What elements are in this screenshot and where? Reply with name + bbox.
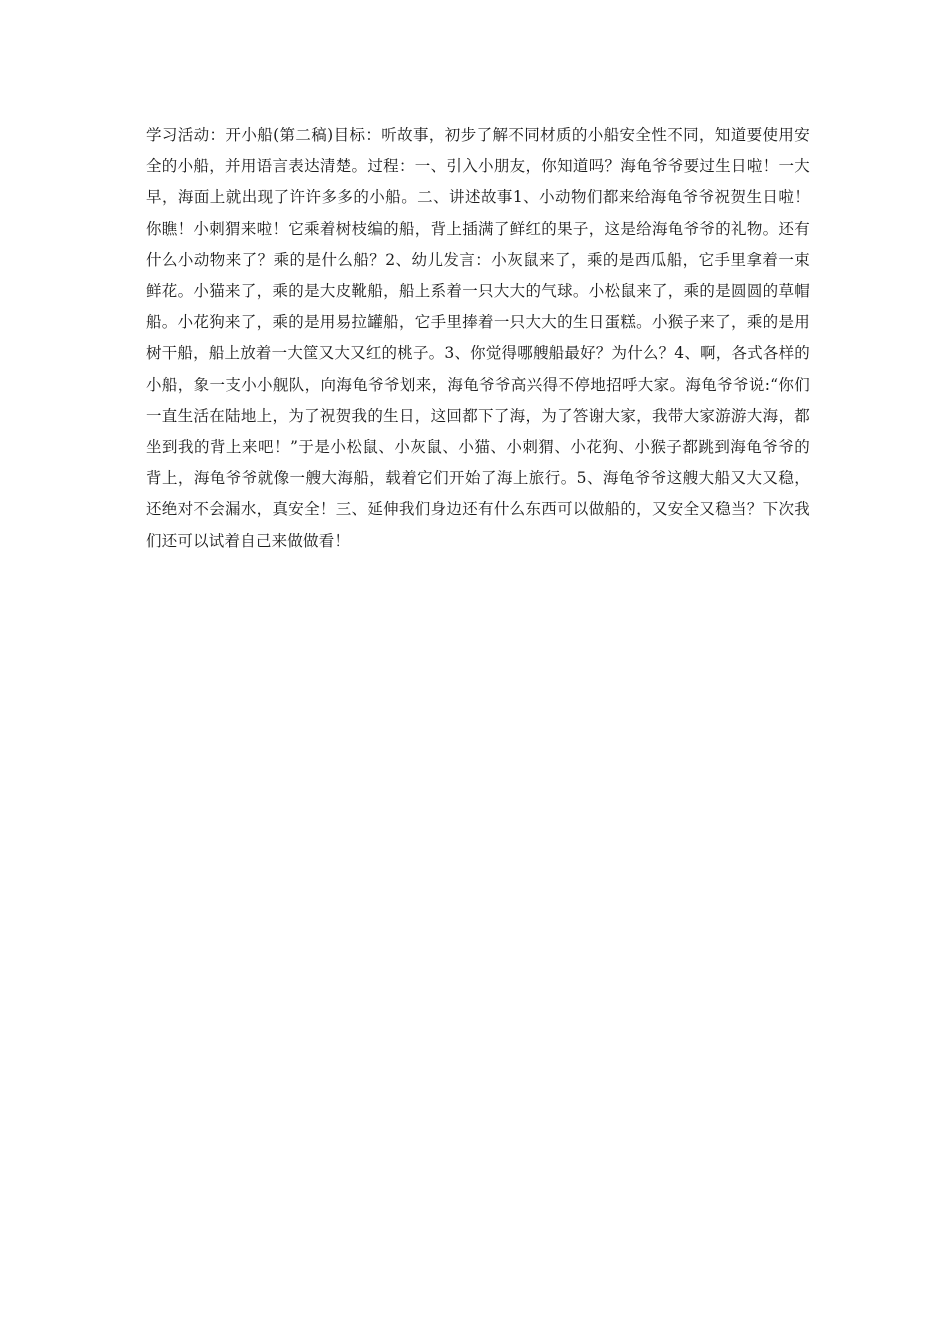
body-paragraph: 学习活动：开小船(第二稿)目标：听故事，初步了解不同材质的小船安全性不同，知道要使用安全的小船，并用语言表达清楚。过程：一、引入小朋友，你知道吗？海龟爷爷要过生日啦！一大早，海面上就出现了许许多多的小船。二、讲述故事1、小动物们都来给海龟爷爷祝贺生日啦！你瞧！小刺猬来啦！它乘着树枝编的船，背上插满了鲜红的果子，这是给海龟爷爷的礼物。还有什么小动物来了？乘的是什么船？2、幼儿发言：小灰鼠来了，乘的是西瓜船，它手里拿着一束鲜花。小猫来了，乘的是大皮靴船，船上系着一只大大的气球。小松鼠来了，乘的是圆圆的草帽船。小花狗来了，乘的是用易拉罐船，它手里捧着一只大大的生日蛋糕。小猴子来了，乘的是用树干船，船上放着一大筐又大又红的桃子。3、你觉得哪艘船最好？为什么？4、啊，各式各样的小船，象一支小小舰队，向海龟爷爷划来，海龟爷爷高兴得不停地招呼大家。海龟爷爷说:“你们一直生活在陆地上，为了祝贺我的生日，这回都下了海，为了答谢大家，我带大家游游大海，都坐到我的背上来吧！”于是小松鼠、小灰鼠、小猫、小刺猬、小花狗、小猴子都跳到海龟爷爷的背上，海龟爷爷就像一艘大海船，载着它们开始了海上旅行。5、海龟爷爷这艘大船又大又稳，还绝对不会漏水，真安全！三、延伸我们身边还有什么东西可以做船的，又安全又稳当？下次我们还可以试着自己来做做看！ [146,126,810,550]
document-body [146,120,810,557]
